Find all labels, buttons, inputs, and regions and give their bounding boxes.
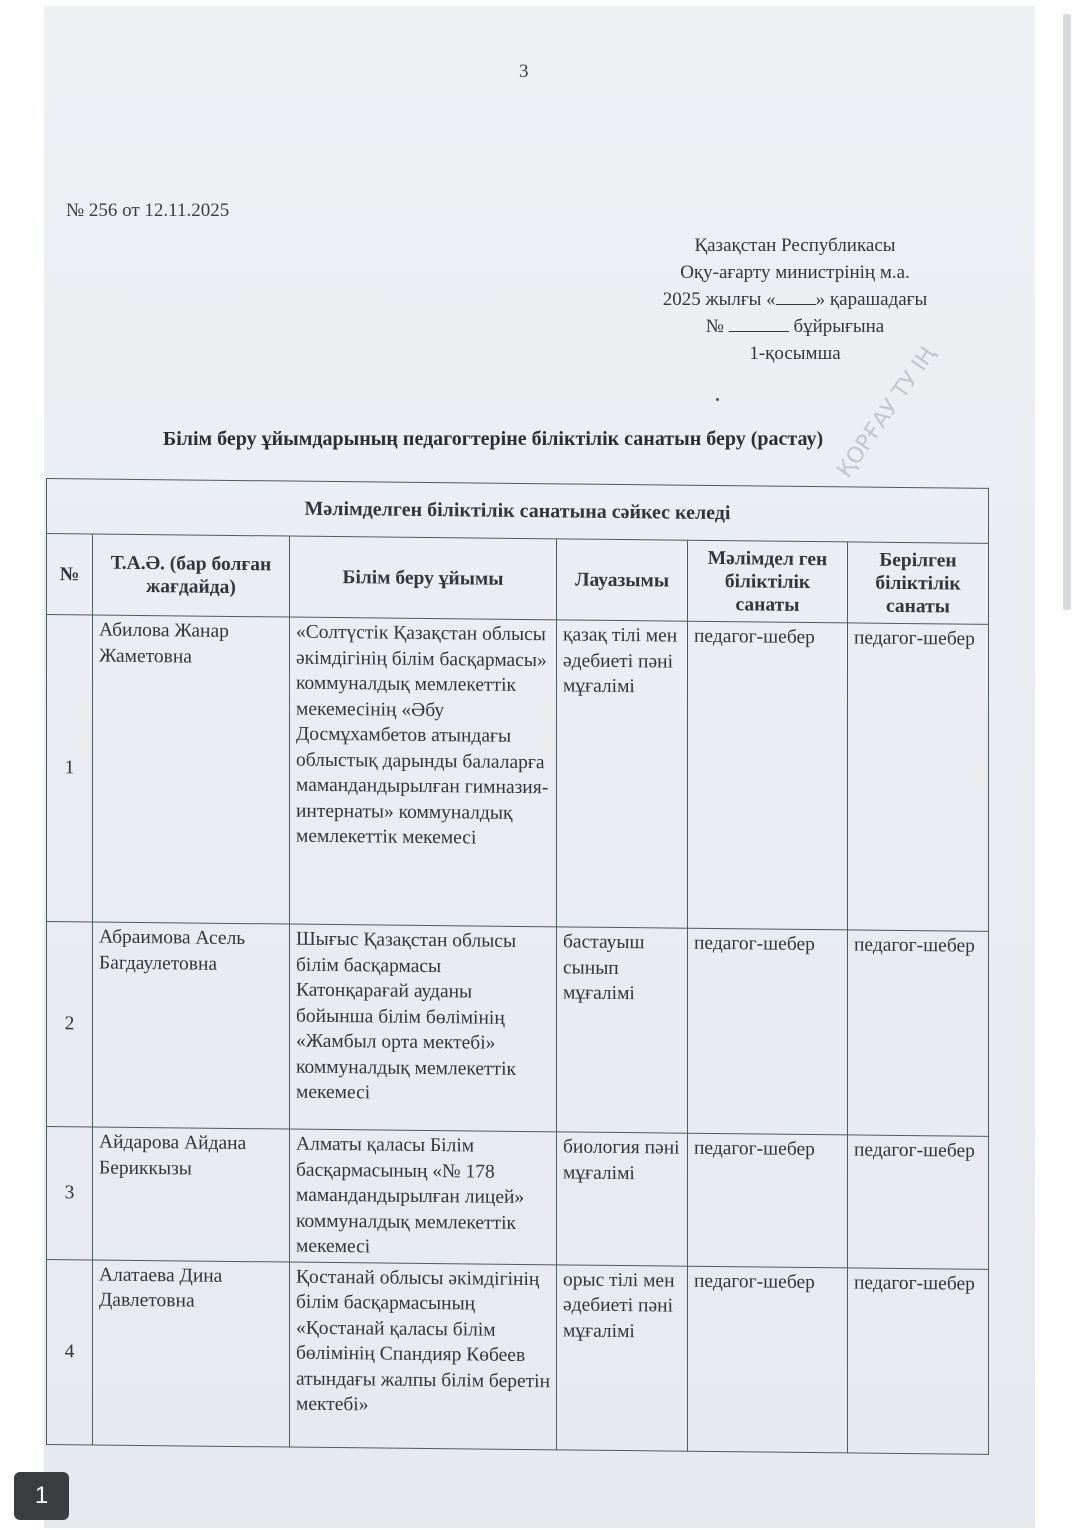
stamp-watermark: ҚОРҒАУ ТУ ІҢ <box>832 342 941 483</box>
col-position-header: Лауазымы <box>557 539 688 621</box>
organization: «Солтүстік Қазақстан облысы әкімдігінің білім басқармасы» коммуналдық мемлекеттік мекемесінің «Әбу Досмұхамбетов атындағы облыстық дарынды балаларға мамандандырылған гимназия-интернаты» коммуналдық мемлекеттік мекемесі <box>290 617 557 927</box>
annex-header <box>630 232 960 367</box>
organization: Шығыс Қазақстан облысы білім басқармасы Катонқарағай ауданы бойынша білім бөлімінің «Жамбыл орта мектебі» коммуналдық мемлекеттік мекемесі <box>290 924 557 1132</box>
col-num-header: № <box>47 534 93 615</box>
col-org-header: Білім беру ұйымы <box>290 536 557 620</box>
position: бастауыш сынып мұғалімі <box>557 927 688 1133</box>
annex-line-3: 2025 жылғы « » қарашадағы <box>662 289 928 310</box>
ink-dot <box>716 398 719 401</box>
organization: Қостанай облысы әкімдігінің білім басқармасының «Қостанай қаласы білім бөлімінің Спандияр Көбеев атындағы жалпы білім беретін мектебі» <box>290 1262 557 1450</box>
annex-line-5: 1-қосымша <box>749 343 841 364</box>
teacher-name: Алатаева Дина Давлетовна <box>93 1259 290 1446</box>
assigned-category: педагог-шебер <box>848 1267 989 1453</box>
declared-category: педагог-шебер <box>688 928 848 1135</box>
annex-line-4: № бұйрығына <box>705 316 885 337</box>
annex-line-1: Қазақстан Республикасы <box>694 235 896 256</box>
table-row <box>47 1127 989 1269</box>
assigned-category: педагог-шебер <box>848 1135 989 1269</box>
teacher-name: Абилова Жанар Жаметовна <box>93 615 290 924</box>
row-number: 3 <box>47 1127 93 1260</box>
document-title: Білім беру ұйымдарының педагогтеріне біліктілік санатын беру (растау) <box>163 428 824 450</box>
position: биология пәні мұғалімі <box>557 1132 688 1266</box>
registration-number: № 256 от 12.11.2025 <box>66 200 230 221</box>
declared-category: педагог-шебер <box>688 1133 848 1267</box>
position: қазақ тілі мен әдебиеті пәні мұғалімі <box>557 620 688 928</box>
table-row <box>47 1259 989 1454</box>
teacher-name: Абраимова Асель Багдаулетовна <box>93 922 290 1129</box>
table-column-header-row <box>47 534 989 625</box>
row-number: 1 <box>47 615 93 922</box>
declared-category: педагог-шебер <box>688 1266 848 1453</box>
table-section-header-row <box>47 479 989 544</box>
assigned-category: педагог-шебер <box>848 623 989 931</box>
table-row <box>47 615 989 932</box>
position: орыс тілі мен әдебиеті пәні мұғалімі <box>557 1264 688 1450</box>
page-number: 3 <box>519 61 529 82</box>
col-assigned-header: Берілген біліктілік санаты <box>848 542 989 624</box>
section-header: Мәлімделген біліктілік санатына сәйкес келеді <box>47 479 989 544</box>
organization: Алматы қаласы Білім басқармасының «№ 178 мамандандырылған лицей» коммуналдық мемлекеттік мекемесі <box>290 1129 557 1264</box>
page-indicator-badge[interactable]: 1 <box>14 1472 69 1520</box>
table-row <box>47 922 989 1137</box>
teacher-name: Айдарова Айдана Бериккызы <box>93 1127 290 1262</box>
col-declared-header: Мәлімдел ген біліктілік санаты <box>688 540 848 623</box>
annex-line-2: Оқу-ағарту министрінің м.а. <box>680 262 910 283</box>
scrollbar[interactable] <box>1063 14 1071 610</box>
assigned-category: педагог-шебер <box>848 930 989 1136</box>
row-number: 2 <box>47 922 93 1127</box>
row-number: 4 <box>47 1259 93 1444</box>
qualification-table <box>46 478 989 1454</box>
col-name-header: Т.А.Ә. (бар болған жағдайда) <box>93 534 290 617</box>
declared-category: педагог-шебер <box>688 621 848 930</box>
